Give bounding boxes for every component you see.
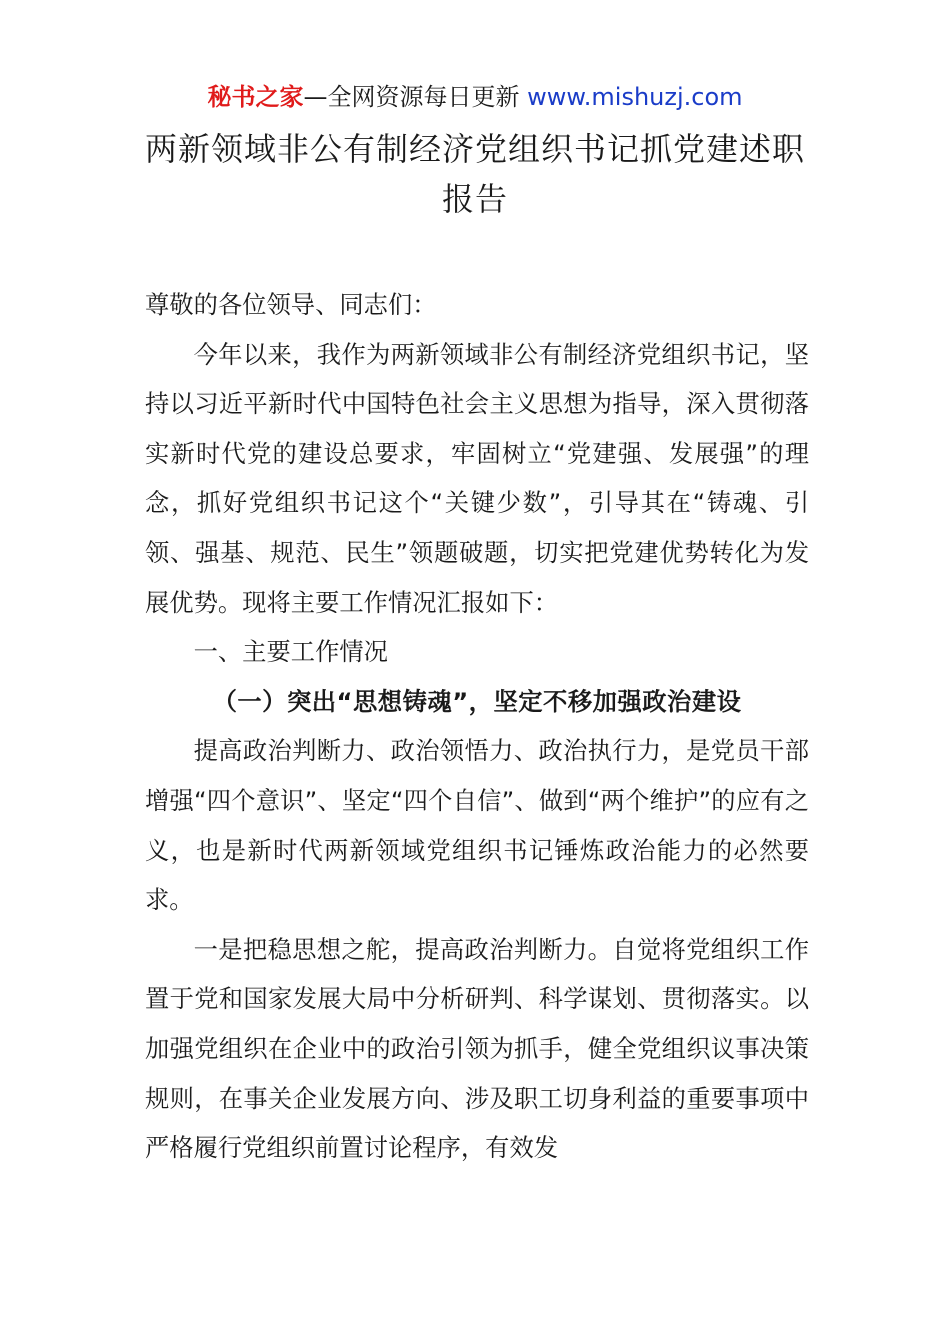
subsection-heading: （一）突出“思想铸魂”，坚定不移加强政治建设: [212, 686, 742, 716]
paragraph-political-ability: 提高政治判断力、政治领悟力、政治执行力，是党员干部增强“四个意识”、坚定“四个自信”、做到“两个维护”的应有之义，也是新时代两新领域党组织书记锤炼政治能力的必然要求。: [145, 736, 809, 915]
section-heading: 一、主要工作情况: [193, 637, 388, 667]
paragraph-intro: 今年以来，我作为两新领域非公有制经济党组织书记，坚持以习近平新时代中国特色社会主义思想为指导，深入贯彻落实新时代党的建设总要求，牢固树立“党建强、发展强”的理念，抓好党组织书记这个“关键少数”，引导其在“铸魂、引领、强基、规范、民生”领题破题，切实把党建优势转化为发展优势。现将主要工作情况汇报如下：: [145, 339, 809, 617]
document-body: [145, 280, 809, 1173]
site-header: [0, 80, 950, 114]
document-title: 两新领域非公有制经济党组织书记抓党建述职报告: [144, 130, 805, 218]
salutation: 尊敬的各位领导、同志们：: [145, 290, 437, 319]
brand-name: 秘书之家: [207, 83, 304, 111]
site-url-link[interactable]: www.mishuzj.com: [527, 83, 743, 111]
header-tagline: —全网资源每日更新: [303, 83, 520, 111]
paragraph-point-one: 一是把稳思想之舵，提高政治判断力。自觉将党组织工作置于党和国家发展大局中分析研判、科学谋划、贯彻落实。以加强党组织在企业中的政治引领为抓手，健全党组织议事决策规则，在事关企业发展方向、涉及职工切身利益的重要事项中严格履行党组织前置讨论程序，有效发: [145, 934, 809, 1163]
